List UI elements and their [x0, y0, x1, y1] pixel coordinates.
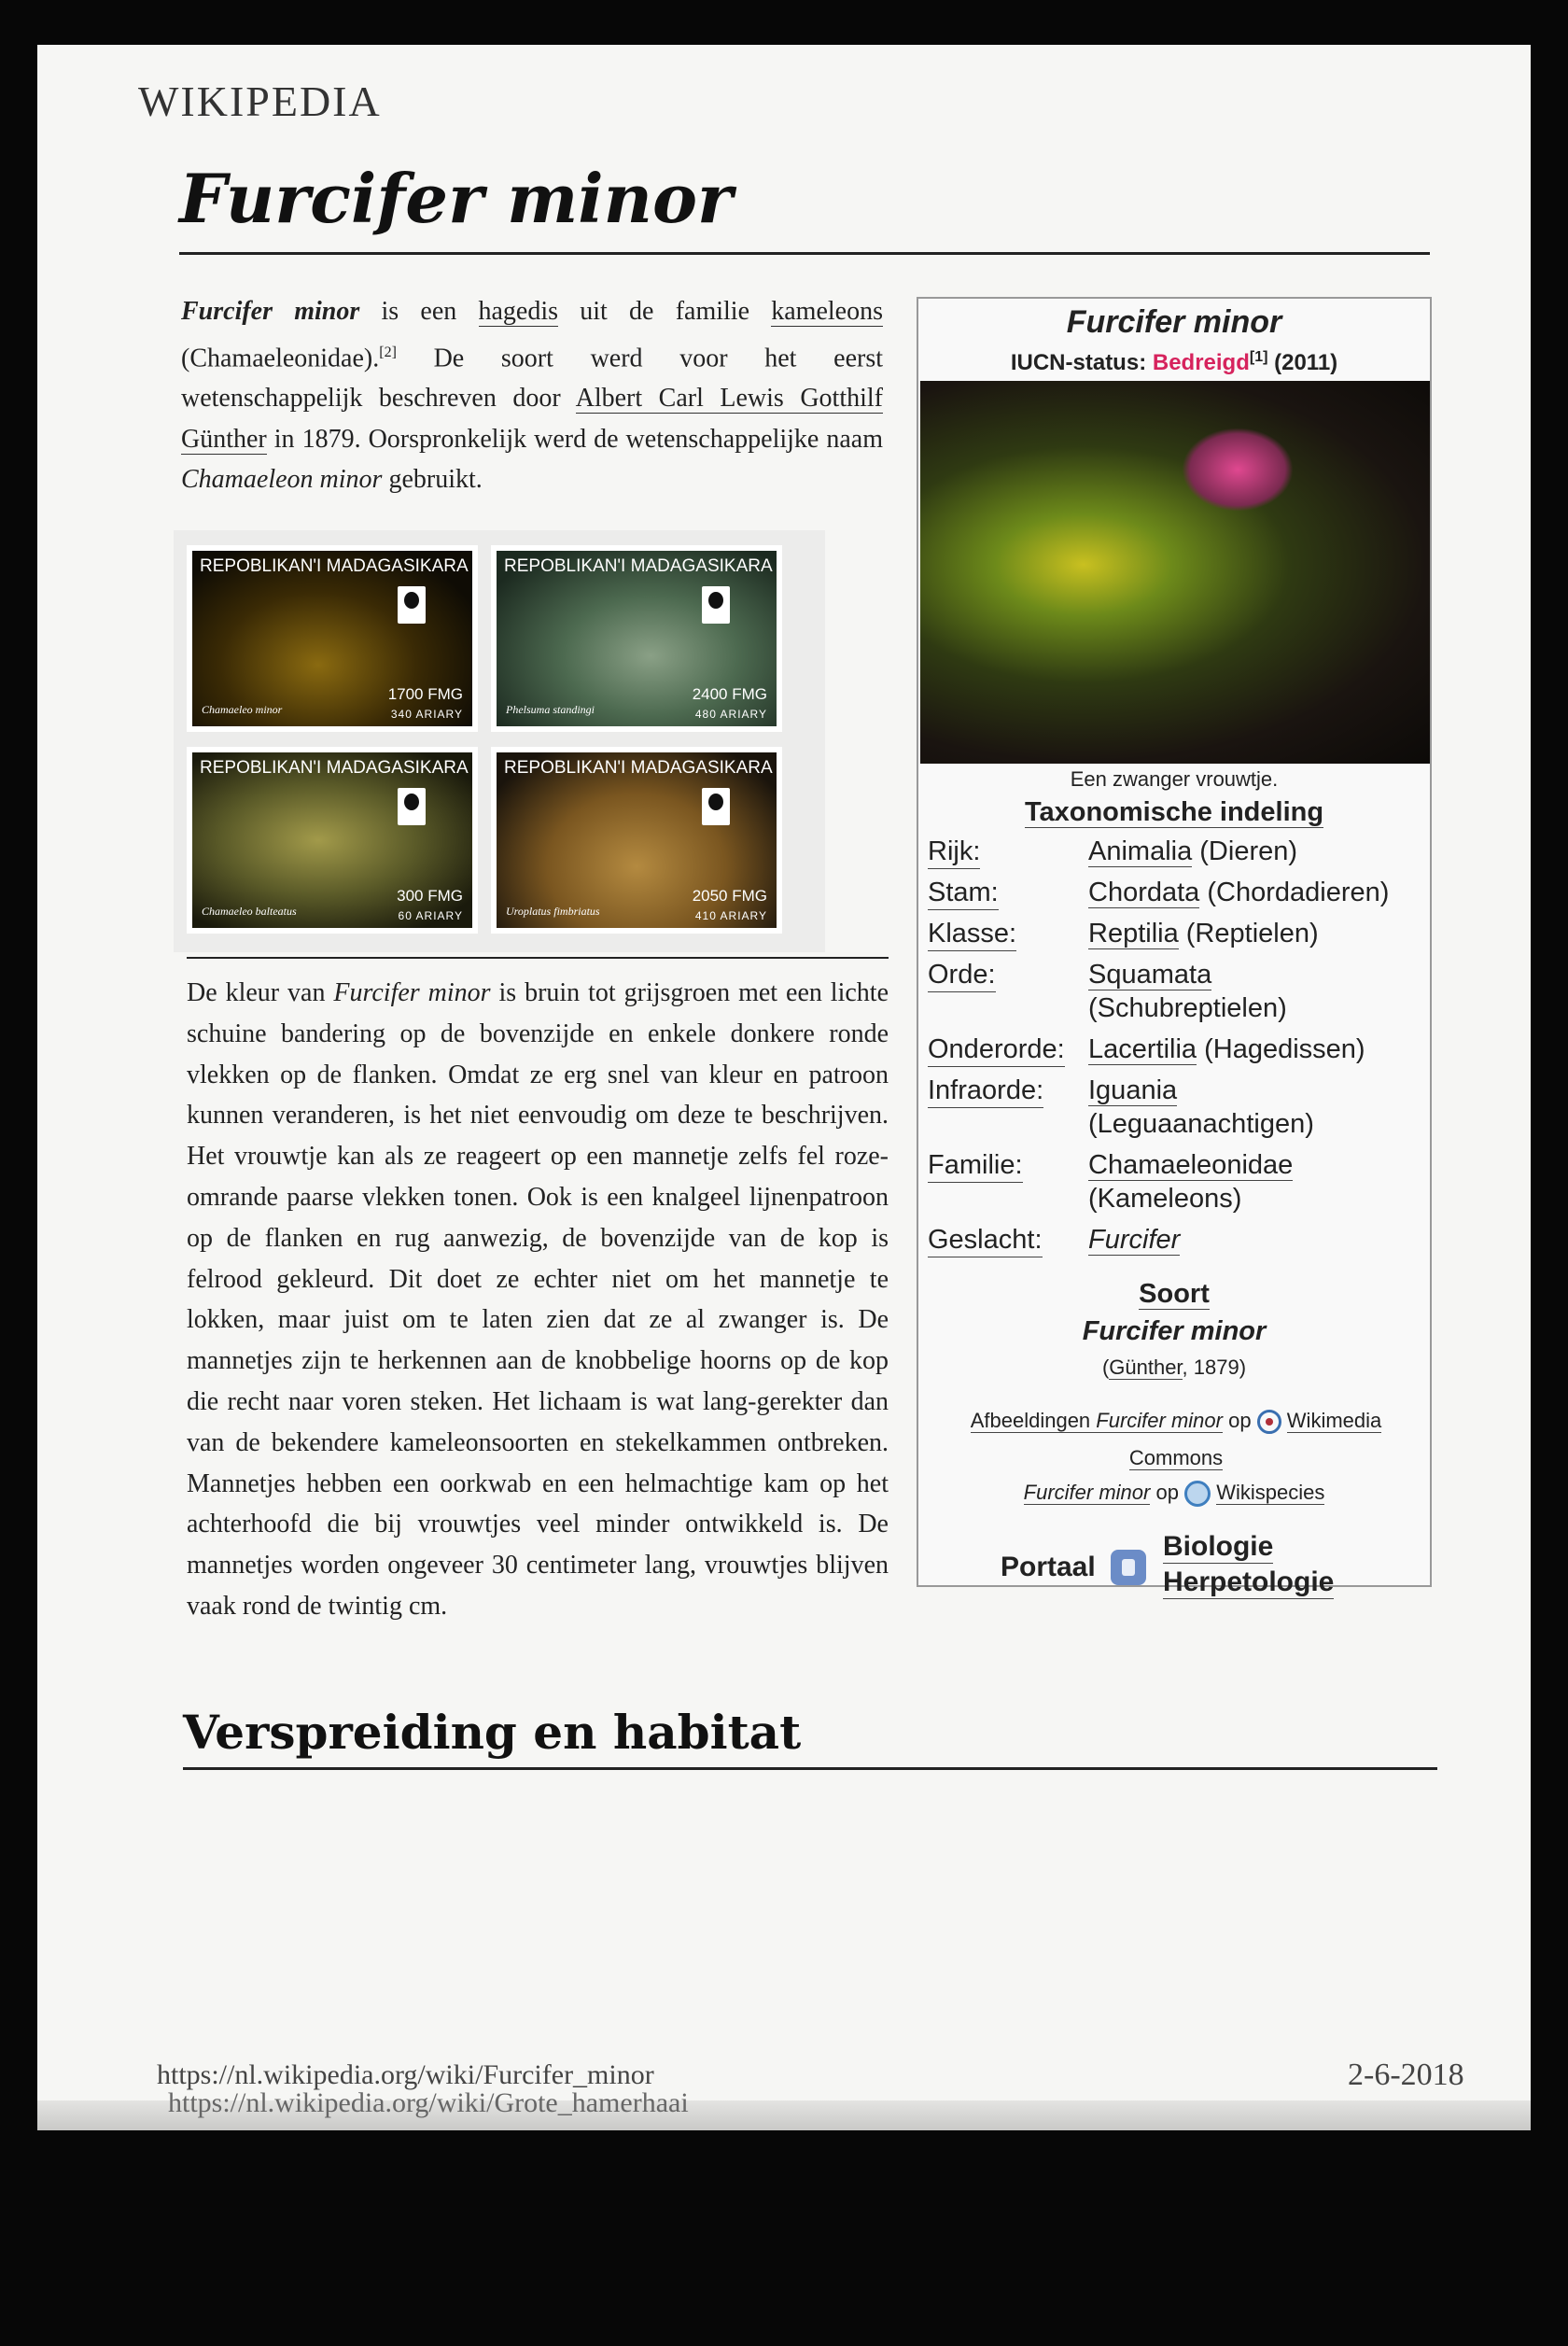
taxonomy-header-link[interactable]: Taxonomische indeling [1024, 797, 1324, 827]
intro-text-4: De soort werd voor het eerst wetenschappelijk beschreven door [181, 343, 883, 414]
tax-value [1088, 835, 1424, 868]
tax-note: (Chordadieren) [1199, 878, 1390, 907]
tax-note: (Dieren) [1192, 836, 1298, 866]
commons-name[interactable]: Furcifer minor [1096, 1409, 1223, 1432]
tax-rank[interactable]: Geslacht: [928, 1223, 1043, 1257]
ref-2[interactable]: [2] [379, 344, 397, 360]
taxobox [917, 297, 1432, 1597]
tax-rank[interactable]: Infraorde: [928, 1074, 1043, 1108]
wikispecies-icon[interactable] [1184, 1481, 1211, 1507]
section-heading: Verspreiding en habitat [183, 1705, 802, 1760]
stamp-species: Chamaeleo balteatus [202, 905, 297, 918]
authority-open: ( [1101, 1356, 1110, 1379]
commons-link-row [928, 1402, 1424, 1477]
commons-link[interactable]: Wikimedia Commons [1128, 1409, 1382, 1469]
tax-name-link[interactable]: Squamata [1088, 960, 1212, 990]
tax-rank[interactable]: Orde: [928, 958, 996, 992]
stamp-value: 1700 FMG [387, 685, 463, 703]
stamp-species: Chamaeleo minor [202, 703, 283, 716]
footer-date: 2-6-2018 [1348, 2058, 1464, 2092]
stamp-species: Uroplatus fimbriatus [506, 905, 600, 918]
stamp-value: 2050 FMG [692, 887, 767, 905]
wikispecies-link[interactable]: Wikispecies [1216, 1481, 1325, 1504]
stamp-header: REPOBLIKAN'I MADAGASIKARA [200, 758, 469, 778]
stamp-value: 300 FMG [397, 887, 463, 905]
link-author[interactable]: Albert Carl Lewis Gotthilf Günther [181, 384, 883, 454]
desc-text-2: is bruin tot grijsgroen met een lichte schuine bandering op de bovenzijde en enkele donkere ronde vlekken op de flanken. Omdat ze erg snel van kleur en patroon kunnen veranderen, is het niet eenvoudig om deze te beschrijven. Het vrouwtje kan als ze reageert op een mannetje zelfs fel roze-omrande paarse vlekken tonen. Ook is een knalgeel lijnenpatroon op de flanken en rug aanwezig, de bovenzijde van de kop is felrood gekleurd. Dit doet ze echter niet om het mannetje te lokken, maar juist om te laten zien dat ze al zwanger is. De mannetjes zijn te herkennen aan de knobbelige hoorns op de kop die recht naar voren steken. Het lichaam is wat lang-gerekter dan van de bekendere kameleonsoorten en stekelkammen ontbreken. Mannetjes hebben een oorkwab en een helmachtige kam op het achterhoofd die bij vrouwtjes veel minder ontwikkeld is. De mannetjes worden ongeveer 30 centimeter lang, vrouwtjes blijven vaak rond de twintig cm. [187, 978, 889, 1621]
stamp-value: 2400 FMG [692, 685, 767, 703]
stamp-ariary: 60 ARIARY [398, 909, 463, 922]
iucn-status-link[interactable]: Bedreigd [1152, 350, 1250, 375]
wikipedia-wordmark: WIKIPEDIA [138, 77, 382, 125]
stamp-1 [187, 545, 478, 732]
tax-name-link[interactable]: Iguania [1088, 1075, 1178, 1105]
portal-link-herpetologie[interactable]: Herpetologie [1163, 1566, 1335, 1597]
tax-value [1088, 917, 1424, 950]
tax-note: (Kameleons) [1088, 1184, 1242, 1214]
tax-name-link[interactable]: Lacertilia [1088, 1034, 1197, 1064]
taxobox-title: Furcifer minor [1066, 304, 1282, 340]
stamp-header: REPOBLIKAN'I MADAGASIKARA [200, 556, 469, 576]
intro-orig-name: Chamaeleon minor [181, 465, 383, 495]
stamp-4 [491, 747, 782, 934]
iucn-status [918, 349, 1430, 376]
soort-header [918, 1279, 1430, 1310]
tax-rank[interactable]: Onderorde: [928, 1033, 1065, 1067]
iucn-label: IUCN-status: [1010, 350, 1153, 375]
desc-name: Furcifer minor [333, 978, 491, 1007]
tax-name-link[interactable]: Chordata [1088, 878, 1200, 907]
title-divider [179, 252, 1430, 255]
stamp-sheet [174, 530, 825, 952]
intro-paragraph [181, 291, 883, 500]
tax-name-link[interactable]: Furcifer [1088, 1225, 1181, 1255]
chameleon-photo[interactable] [920, 381, 1430, 764]
iucn-year: (2011) [1267, 350, 1338, 375]
wwf-panda-icon [702, 586, 730, 624]
taxonomy-header[interactable] [918, 797, 1430, 828]
species-name: Furcifer minor [1082, 1316, 1267, 1346]
tax-value [1088, 1033, 1424, 1066]
stamp-3 [187, 747, 478, 934]
wwf-panda-icon [398, 788, 426, 825]
description-paragraph [187, 973, 889, 1627]
soort-header-link[interactable]: Soort [1139, 1279, 1210, 1309]
section-divider [183, 1767, 1437, 1770]
stamp-species: Phelsuma standingi [506, 703, 595, 716]
intro-text-1: is een [359, 297, 479, 326]
photo-caption: Een zwanger vrouwtje. [1070, 767, 1279, 791]
tax-name-link[interactable]: Animalia [1088, 836, 1193, 866]
tax-value [1088, 876, 1424, 909]
tax-note: (Leguaanachtigen) [1088, 1109, 1314, 1139]
species-authority [918, 1356, 1430, 1380]
tax-rank[interactable]: Klasse: [928, 917, 1016, 951]
footer-url: https://nl.wikipedia.org/wiki/Furcifer_minor [157, 2059, 654, 2090]
link-kameleons[interactable]: kameleons [771, 297, 883, 326]
intro-name: Furcifer minor [181, 297, 360, 326]
wikispecies-op: op [1150, 1481, 1185, 1504]
wwf-panda-icon [398, 586, 426, 624]
commons-pre[interactable]: Afbeeldingen [970, 1409, 1097, 1432]
tax-rank[interactable]: Stam: [928, 876, 999, 910]
stamp-ariary: 480 ARIARY [694, 708, 767, 721]
stamp-header: REPOBLIKAN'I MADAGASIKARA [504, 556, 773, 576]
intro-text-5: in 1879. Oorspronkelijk werd de wetenschappelijke naam [266, 424, 883, 454]
page-title: Furcifer minor [179, 159, 733, 238]
stamp-2 [491, 545, 782, 732]
wikimedia-commons-icon[interactable] [1257, 1410, 1281, 1434]
tax-rank[interactable]: Rijk: [928, 835, 980, 869]
stamp-ariary: 410 ARIARY [694, 909, 767, 922]
intro-text-6: gebruikt. [382, 465, 483, 495]
commons-op: op [1222, 1409, 1257, 1432]
tax-note: (Hagedissen) [1197, 1034, 1365, 1064]
portal-row [1001, 1531, 1393, 1598]
intro-text-3: (Chamaeleonidae). [181, 343, 380, 372]
link-hagedis[interactable]: hagedis [478, 297, 559, 326]
stamp-divider [187, 957, 889, 959]
tax-rank[interactable]: Familie: [928, 1148, 1023, 1183]
portal-label: Portaal [1001, 1552, 1096, 1582]
wwf-panda-icon [702, 788, 730, 825]
portal-link-biologie[interactable]: Biologie [1163, 1531, 1274, 1562]
wikispecies-link-row [918, 1481, 1430, 1507]
intro-text-2: uit de familie [558, 297, 772, 326]
tax-value [1088, 1148, 1424, 1215]
tax-value [1088, 958, 1424, 1025]
stamp-header: REPOBLIKAN'I MADAGASIKARA [504, 758, 773, 778]
tax-note: (Reptielen) [1178, 919, 1319, 948]
tax-value [1088, 1074, 1424, 1141]
authority-link[interactable]: Günther [1109, 1356, 1183, 1379]
authority-year: , 1879) [1182, 1356, 1247, 1379]
desc-text-1: De kleur van [187, 978, 334, 1007]
portal-puzzle-icon[interactable] [1111, 1550, 1146, 1585]
footer-url-behind: https://nl.wikipedia.org/wiki/Grote_hamerhaai [168, 2087, 689, 2118]
wikispecies-name[interactable]: Furcifer minor [1023, 1481, 1151, 1504]
ref-1[interactable]: [1] [1249, 349, 1268, 365]
tax-value [1088, 1223, 1424, 1257]
tax-name-link[interactable]: Reptilia [1088, 919, 1179, 948]
tax-name-link[interactable]: Chamaeleonidae [1088, 1150, 1294, 1180]
tax-note: (Schubreptielen) [1088, 993, 1287, 1023]
stamp-ariary: 340 ARIARY [390, 708, 463, 721]
